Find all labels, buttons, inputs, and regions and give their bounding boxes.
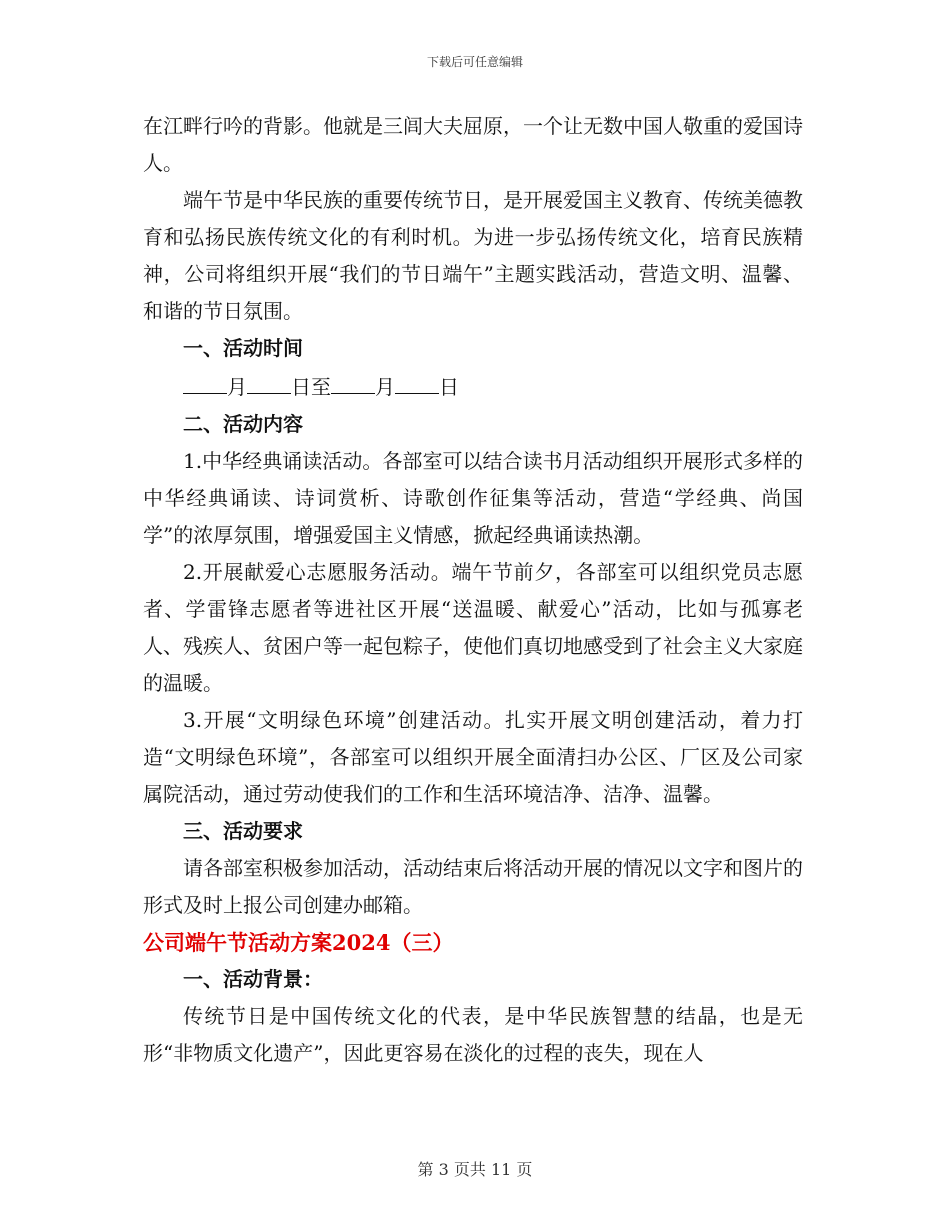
blank-line (395, 367, 439, 394)
section-heading: 三、活动要求 (183, 819, 303, 843)
month-label: 月 (227, 375, 247, 399)
blank-line (331, 367, 375, 394)
list-item: 2.开展献爱心志愿服务活动。端午节前夕，各部室可以组织党员志愿者、学雷锋志愿者等进社区开展“送温暖、献爱心”活动，比如与孤寡老人、残疾人、贫困户等一起包粽子，使他们真切地感受到了社会主义大家庭的温暖。 (143, 560, 803, 695)
date-line (143, 367, 803, 406)
blank-line (247, 367, 291, 394)
paragraph: 端午节是中华民族的重要传统节日，是开展爱国主义教育、传统美德教育和弘扬民族传统文化的有利时机。为进一步弘扬传统文化，培育民族精神，公司将组织开展“我们的节日端午”主题实践活动，营造文明、温馨、和谐的节日氛围。 (143, 188, 803, 323)
section-heading: 一、活动时间 (183, 336, 303, 360)
paragraph: 传统节日是中国传统文化的代表，是中华民族智慧的结晶，也是无形“非物质文化遗产”，因此更容易在淡化的过程的丧失，现在人 (143, 1004, 803, 1065)
section-title: 公司端午节活动方案2024（三） (143, 930, 454, 955)
header-note: 下载后可任意编辑 (426, 55, 523, 69)
month-label: 月 (375, 375, 395, 399)
day-label: 日 (439, 375, 459, 399)
page-number: 第 3 页共 11 页 (417, 1160, 533, 1179)
document-body (143, 108, 803, 1072)
paragraph: 请各部室积极参加活动，活动结束后将活动开展的情况以文字和图片的形式及时上报公司创建办邮箱。 (143, 856, 803, 917)
list-item: 3.开展“文明绿色环境”创建活动。扎实开展文明创建活动，着力打造“文明绿色环境”，各部室可以组织开展全面清扫办公区、厂区及公司家属院活动，通过劳动使我们的工作和生活环境洁净、洁净、温馨。 (143, 708, 803, 806)
blank-line (183, 367, 227, 394)
section-heading: 二、活动内容 (183, 412, 303, 436)
day-to-label: 日至 (291, 375, 331, 399)
paragraph: 在江畔行吟的背影。他就是三闾大夫屈原，一个让无数中国人敬重的爱国诗人。 (143, 114, 803, 175)
list-item: 1.中华经典诵读活动。各部室可以结合读书月活动组织开展形式多样的中华经典诵读、诗词赏析、诗歌创作征集等活动，营造“学经典、尚国学”的浓厚氛围，增强爱国主义情感，掀起经典诵读热潮。 (143, 449, 803, 547)
section-heading: 一、活动背景： (183, 967, 323, 991)
